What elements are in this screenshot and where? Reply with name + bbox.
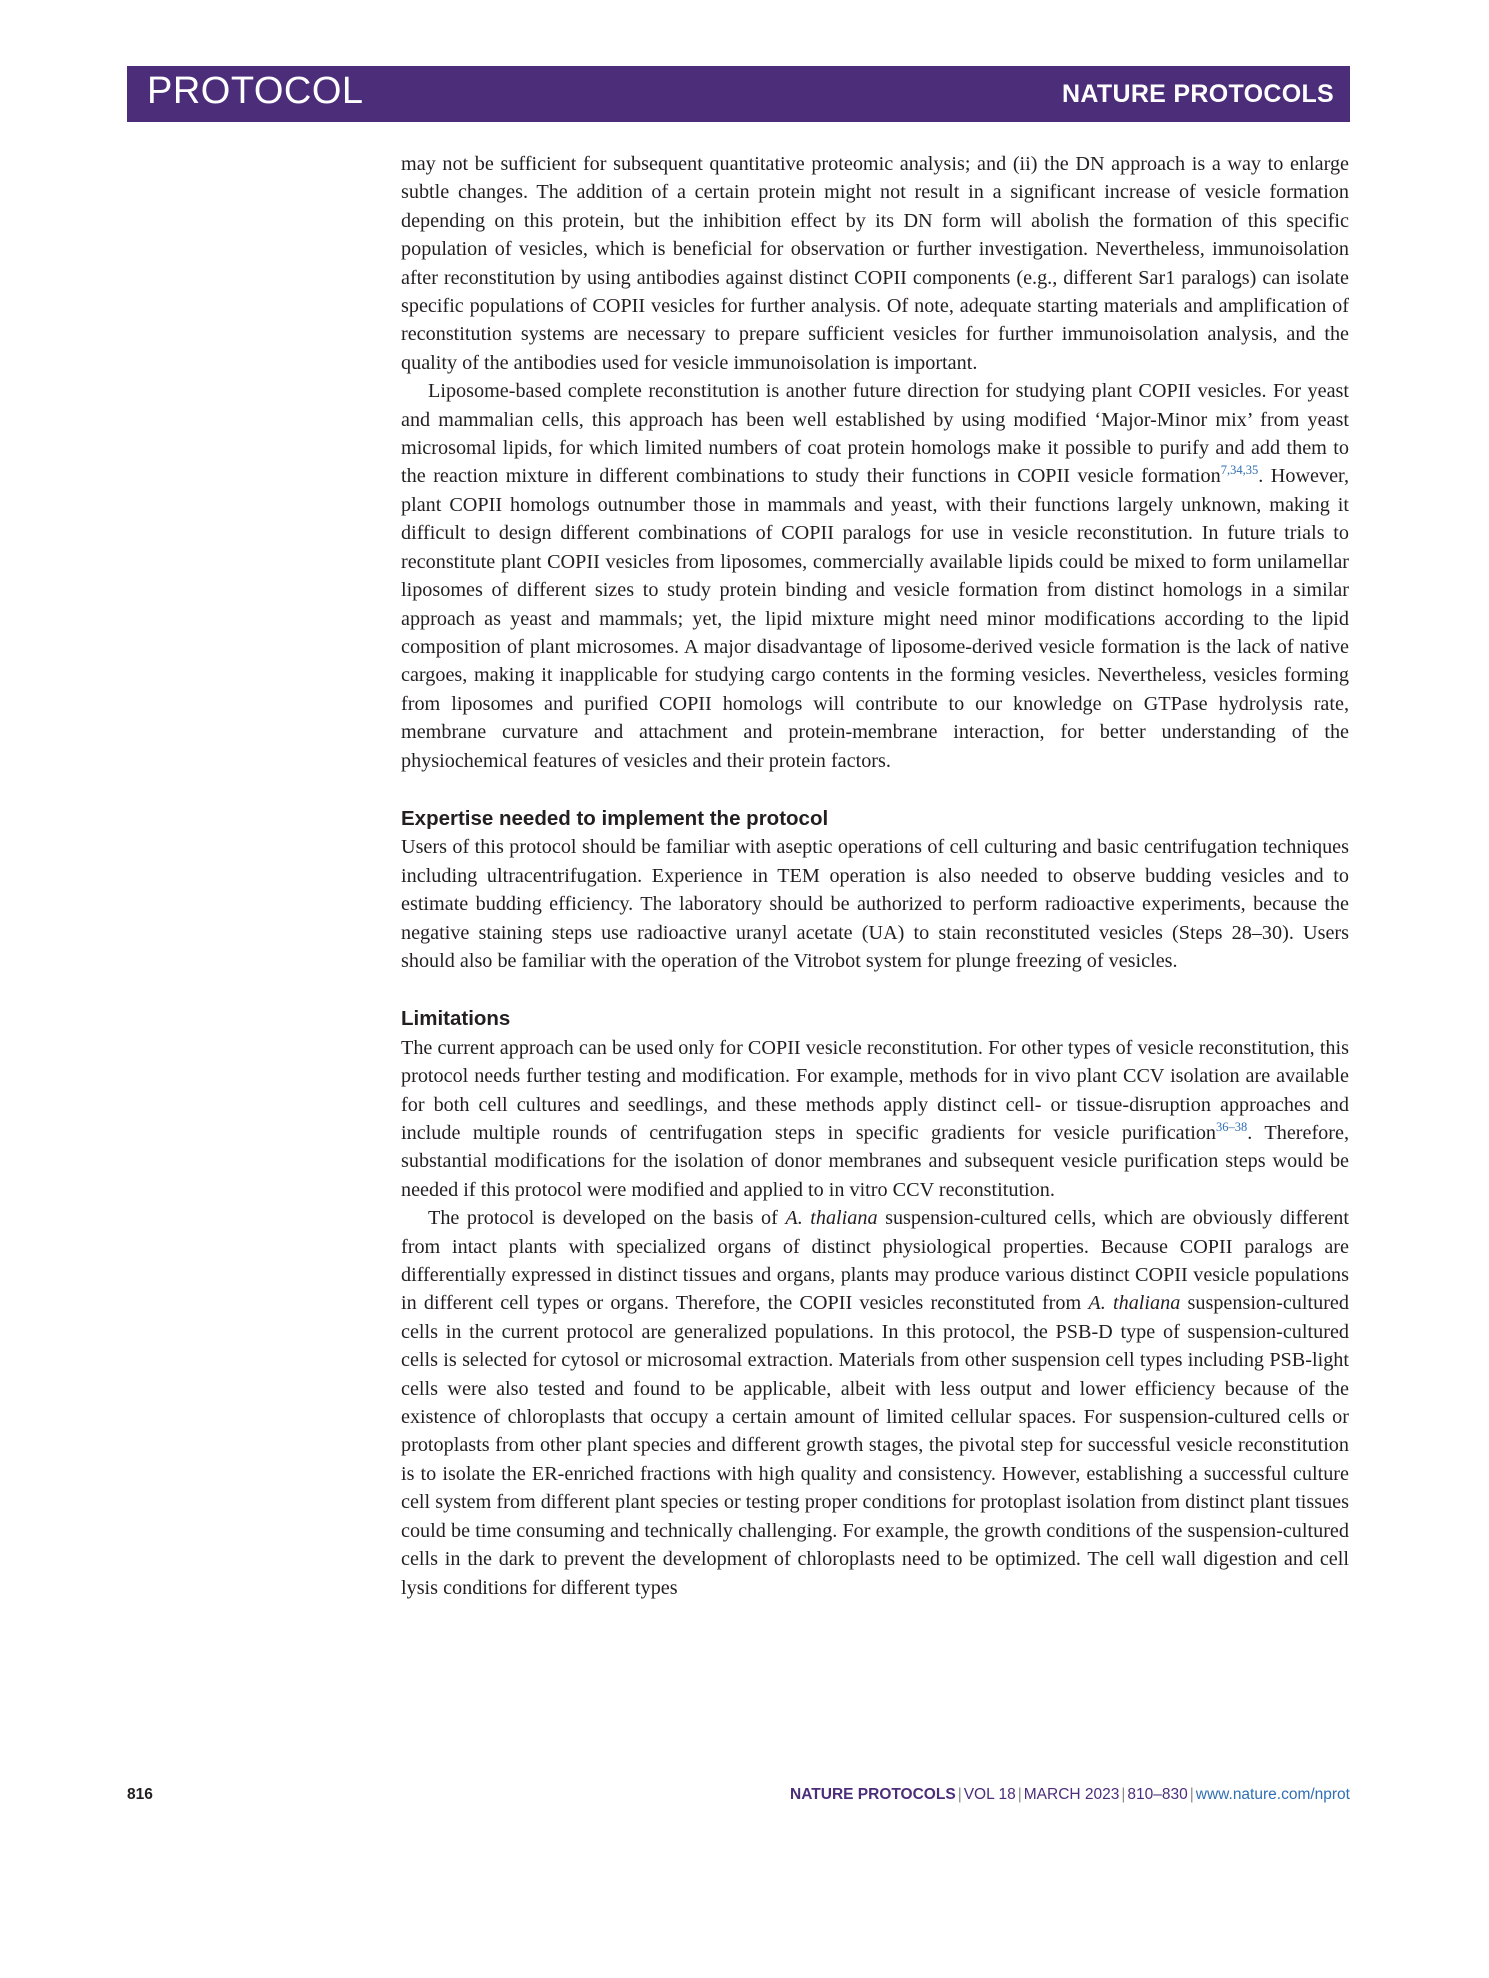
footer-journal: NATURE PROTOCOLS	[790, 1786, 956, 1803]
page-number: 816	[127, 1786, 153, 1803]
heading-limitations: Limitations	[401, 1007, 511, 1031]
paragraph-expertise: Users of this protocol should be familiar with aseptic operations of cell culturing and basic centrifugation techniques including ultracentrifugation. Experience in TEM operation is also needed to observe budding vesicles and to estimate budding efficiency. The laboratory should be authorized to perform radioactive experiments, because the negative staining steps use radioactive uranyl acetate (UA) to stain reconstituted vesicles (Steps 28–30). Users should also be familiar with the operation of the Vitrobot system for plunge freezing of vesicles.	[401, 836, 1349, 972]
reference-link[interactable]: 36–38	[1216, 1120, 1248, 1134]
article-body	[401, 150, 1349, 1602]
paragraph-dn-approach: may not be sufficient for subsequent quantitative proteomic analysis; and (ii) the DN approach is a way to enlarge subtle changes. The addition of a certain protein might not result in a significant increase of vesicle formation depending on this protein, but the inhibition effect by its DN form will abolish the formation of this specific population of vesicles, which is beneficial for observation or further investigation. Nevertheless, immunoisolation after reconstitution by using antibodies against distinct COPII components (e.g., different Sar1 paralogs) can isolate specific populations of COPII vesicles for further analysis. Of note, adequate starting materials and amplification of reconstitution systems are necessary to prepare sufficient vesicles for further immunoisolation analysis, and the quality of the antibodies used for vesicle immunoisolation is important.	[401, 153, 1349, 374]
header-banner	[127, 66, 1350, 122]
footer-volume: VOL 18	[963, 1786, 1016, 1803]
footer-citation: NATURE PROTOCOLS | VOL 18 | MARCH 2023 | 810–830 | www.nature.com/nprot	[790, 1786, 1350, 1803]
heading-expertise: Expertise needed to implement the protocol	[401, 806, 829, 830]
paragraph-limitations: The current approach can be used only for COPII vesicle reconstitution. For other types of vesicle reconstitution, this protocol needs further testing and modification. For example, methods for in vivo plant CCV isolation are available for both cell cultures and seedlings, and these methods apply distinct cell- or tissue-disruption approaches and include multiple rounds of centrifugation steps in specific gradients for vesicle purification$^{36-38}$. Therefore, substantial modifications for the isolation of donor membranes and subsequent vesicle purification steps would be needed if this protocol were modified and applied to in vitro CCV reconstitution.	[401, 1036, 1350, 1201]
section-label: PROTOCOL	[147, 70, 364, 112]
reference-link[interactable]: 7,34,35	[1220, 463, 1259, 478]
footer-url-link[interactable]: www.nature.com/nprot	[1195, 1786, 1350, 1803]
species-name: A. thaliana	[1088, 1292, 1181, 1315]
footer-date: MARCH 2023	[1023, 1786, 1120, 1803]
paragraph-liposome: Liposome-based complete reconstitution is another future direction for studying plant COPII vesicles. For yeast and mammalian cells, this approach has been well established by using modified ‘Major-Minor mix’ from yeast microsomal lipids, for which limited numbers of coat protein homologs make it possible to purify and add them to the reaction mixture in different combinations to study their functions in COPII vesicle formation$^{7,34,35}$. However, plant COPII homologs outnumber those in mammals and yeast, with their functions largely unknown, making it difficult to design different combinations of COPII paralogs for use in vesicle reconstitution. In future trials to reconstitute plant COPII vesicles from liposomes, commercially available lipids could be mixed to form unilamellar liposomes of different sizes to study protein binding and vesicle formation from distinct homologs in a similar approach as yeast and mammals; yet, the lipid mixture might need minor modifications according to the lipid composition of plant microsomes. A major disadvantage of liposome-derived vesicle formation is the lack of native cargoes, making it inapplicable for studying cargo contents in the forming vesicles. Nevertheless, vesicles forming from liposomes and purified COPII homologs will contribute to our knowledge on GTPase hydrolysis rate, membrane curvature and attachment and protein-membrane interaction, for better understanding of the physiochemical features of vesicles and their protein factors.	[401, 380, 1349, 772]
species-name: A. thaliana	[785, 1207, 878, 1230]
paragraph-cell-culture: The protocol is developed on the basis of A. thaliana suspension-cultured cells, which are obviously different from intact plants with specialized organs of distinct physiological properties. Because COPII paralogs are differentially expressed in distinct tissues and organs, plants may produce various distinct COPII vesicle populations in different cell types or organs. Therefore, the COPII vesicles reconstituted from A. thaliana suspension-cultured cells in the current protocol are generalized populations. In this protocol, the PSB-D type of suspension-cultured cells is selected for cytosol or microsomal extraction. Materials from other suspension cell types including PSB-light cells were also tested and found to be applicable, albeit with less output and lower efficiency because of the existence of chloroplasts that occupy a certain amount of limited cellular spaces. For suspension-cultured cells or protoplasts from other plant species and different growth stages, the pivotal step for successful vesicle reconstitution is to isolate the ER-enriched fractions with high quality and consistency. However, establishing a successful culture cell system from different plant species or testing proper conditions for protoplast isolation from distinct plant tissues could be time consuming and technically challenging. For example, the growth conditions of the suspension-cultured cells in the dark to prevent the development of chloroplasts need to be optimized. The cell wall digestion and cell lysis conditions for different types	[401, 1207, 1349, 1599]
footer-pages: 810–830	[1127, 1786, 1188, 1803]
journal-title: NATURE PROTOCOLS	[1062, 80, 1334, 108]
